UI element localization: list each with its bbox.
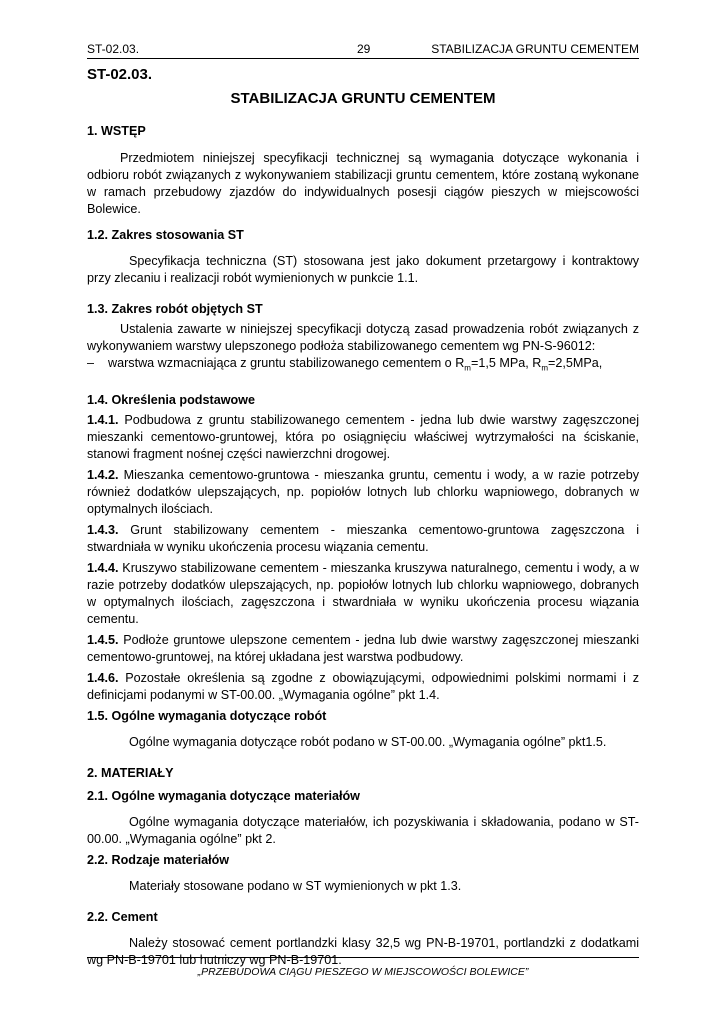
bullet-text-c: =2,5MPa, <box>548 356 603 370</box>
section-heading-1: 1. WSTĘP <box>87 124 146 138</box>
header-code: ST-02.03. <box>87 42 140 56</box>
definition-1-4-5 <box>87 632 639 666</box>
section-heading-2-2: 2.2. Rodzaje materiałów <box>87 852 230 867</box>
paragraph-2-2: Materiały stosowane podano w ST wymienionych w pkt 1.3. <box>129 878 462 893</box>
list-item-text <box>108 355 602 377</box>
bullet-text-a: warstwa wzmacniająca z gruntu stabilizowanego cementem o R <box>108 356 465 370</box>
section-heading-1-5: 1.5. Ogólne wymagania dotyczące robót <box>87 708 327 723</box>
section-heading-2: 2. MATERIAŁY <box>87 765 174 780</box>
definition-text: Podbudowa z gruntu stabilizowanego cementem - jedna lub dwie warstwy zagęszczonej mieszanki cementowo-gruntowej, która po osiągnięciu właściwej wytrzymałości na ściskanie, stanowi fragment nośnej części nawierzchni drogowej. <box>87 412 639 461</box>
definition-1-4-3 <box>87 522 639 556</box>
definition-text: Grunt stabilizowany cementem - mieszanka cementowo-gruntowa zagęszczona i stwardniała w wyniku ukończenia procesu wiązania cementu. <box>87 522 639 554</box>
definition-number: 1.4.6. <box>87 670 119 685</box>
section-heading-1-3: 1.3. Zakres robót objętych ST <box>87 302 263 316</box>
definition-number: 1.4.1. <box>87 412 119 427</box>
paragraph-2-1: Ogólne wymagania dotyczące materiałów, ich pozyskiwania i składowania, podano w ST-00.00. „Wymagania ogólne” pkt 2. <box>87 814 639 846</box>
definition-text: Kruszywo stabilizowane cementem - mieszanka kruszywa naturalnego, cementu i wody, a w razie potrzeby dodatków ulepszających, np. popiołów lotnych lub chlorku wapniowego, dobranych w optymalnych ilościach, zagęszczona i stwardniała w wyniku ukończenia procesu wiązania cementu. <box>87 560 639 626</box>
document-body <box>87 120 639 969</box>
paragraph-cement: Należy stosować cement portlandzki klasy 32,5 wg PN-B-19701, portlandzki z dodatkami wg PN-B-19701 lub hutniczy wg PN-B-19701. <box>87 935 639 967</box>
section-heading-2-1: 2.1. Ogólne wymagania dotyczące materiałów <box>87 788 360 803</box>
definition-text: Podłoże gruntowe ulepszone cementem - jedna lub dwie warstwy zagęszczonej mieszanki cementowo-gruntowej, na której układana jest warstwa podbudowy. <box>87 632 639 664</box>
document-code: ST-02.03. <box>87 66 153 83</box>
definition-number: 1.4.4. <box>87 560 119 575</box>
paragraph-1-3: Ustalenia zawarte w niniejszej specyfikacji dotyczą zasad prowadzenia robót związanych z wykonywaniem warstwy ulepszonego podłoża stabilizowanego cementem wg PN-S-96012: <box>87 322 639 353</box>
subscript-2: m <box>541 363 548 373</box>
definition-1-4-6 <box>87 670 639 704</box>
page-footer: „PRZEBUDOWA CIĄGU PIESZEGO W MIEJSCOWOŚCI BOLEWICE” <box>87 957 639 978</box>
definition-number: 1.4.5. <box>87 632 119 647</box>
definition-1-4-4 <box>87 560 639 628</box>
bullet-text-b: =1,5 MPa, R <box>470 356 542 370</box>
definition-number: 1.4.2. <box>87 467 119 482</box>
definition-text: Mieszanka cementowo-gruntowa - mieszanka gruntu, cementu i wody, a w razie potrzeby również dodatków ulepszających, np. popiołów lotnych lub chlorku wapniowego, dobranych w optymalnych ilościach. <box>87 467 639 516</box>
section-heading-1-2: 1.2. Zakres stosowania ST <box>87 228 244 242</box>
document-title: STABILIZACJA GRUNTU CEMENTEM <box>230 90 496 107</box>
paragraph-1-5: Ogólne wymagania dotyczące robót podano w ST-00.00. „Wymagania ogólne” pkt1.5. <box>129 734 607 749</box>
page-number: 29 <box>357 42 371 56</box>
section-heading-1-4: 1.4. Określenia podstawowe <box>87 392 255 407</box>
definition-1-4-1 <box>87 412 639 463</box>
definition-text: Pozostałe określenia są zgodne z obowiązującymi, odpowiednimi polskimi normami i z definicjami podanymi w ST-00.00. „Wymagania ogólne” pkt 1.4. <box>87 670 639 702</box>
list-item <box>87 355 639 377</box>
section-heading-cement: 2.2. Cement <box>87 909 158 924</box>
definition-1-4-2 <box>87 467 639 518</box>
definition-number: 1.4.3. <box>87 522 119 537</box>
paragraph-1-2: Specyfikacja techniczna (ST) stosowana jest jako dokument przetargowy i kontraktowy przy zlecaniu i realizacji robót wymienionych w punkcie 1.1. <box>87 254 639 285</box>
bullet-dash: – <box>87 356 95 370</box>
paragraph-1: Przedmiotem niniejszej specyfikacji technicznej są wymagania dotyczące wykonania i odbioru robót związanych z wykonywaniem stabilizacji gruntu cementem, które zostaną wykonane w ramach przebudowy zjazdów do indywidualnych posesji ciągów pieszych w miejscowości Bolewice. <box>87 151 639 216</box>
header-title: STABILIZACJA GRUNTU CEMENTEM <box>431 42 639 56</box>
running-header <box>87 40 639 59</box>
subscript-1: m <box>464 363 471 373</box>
